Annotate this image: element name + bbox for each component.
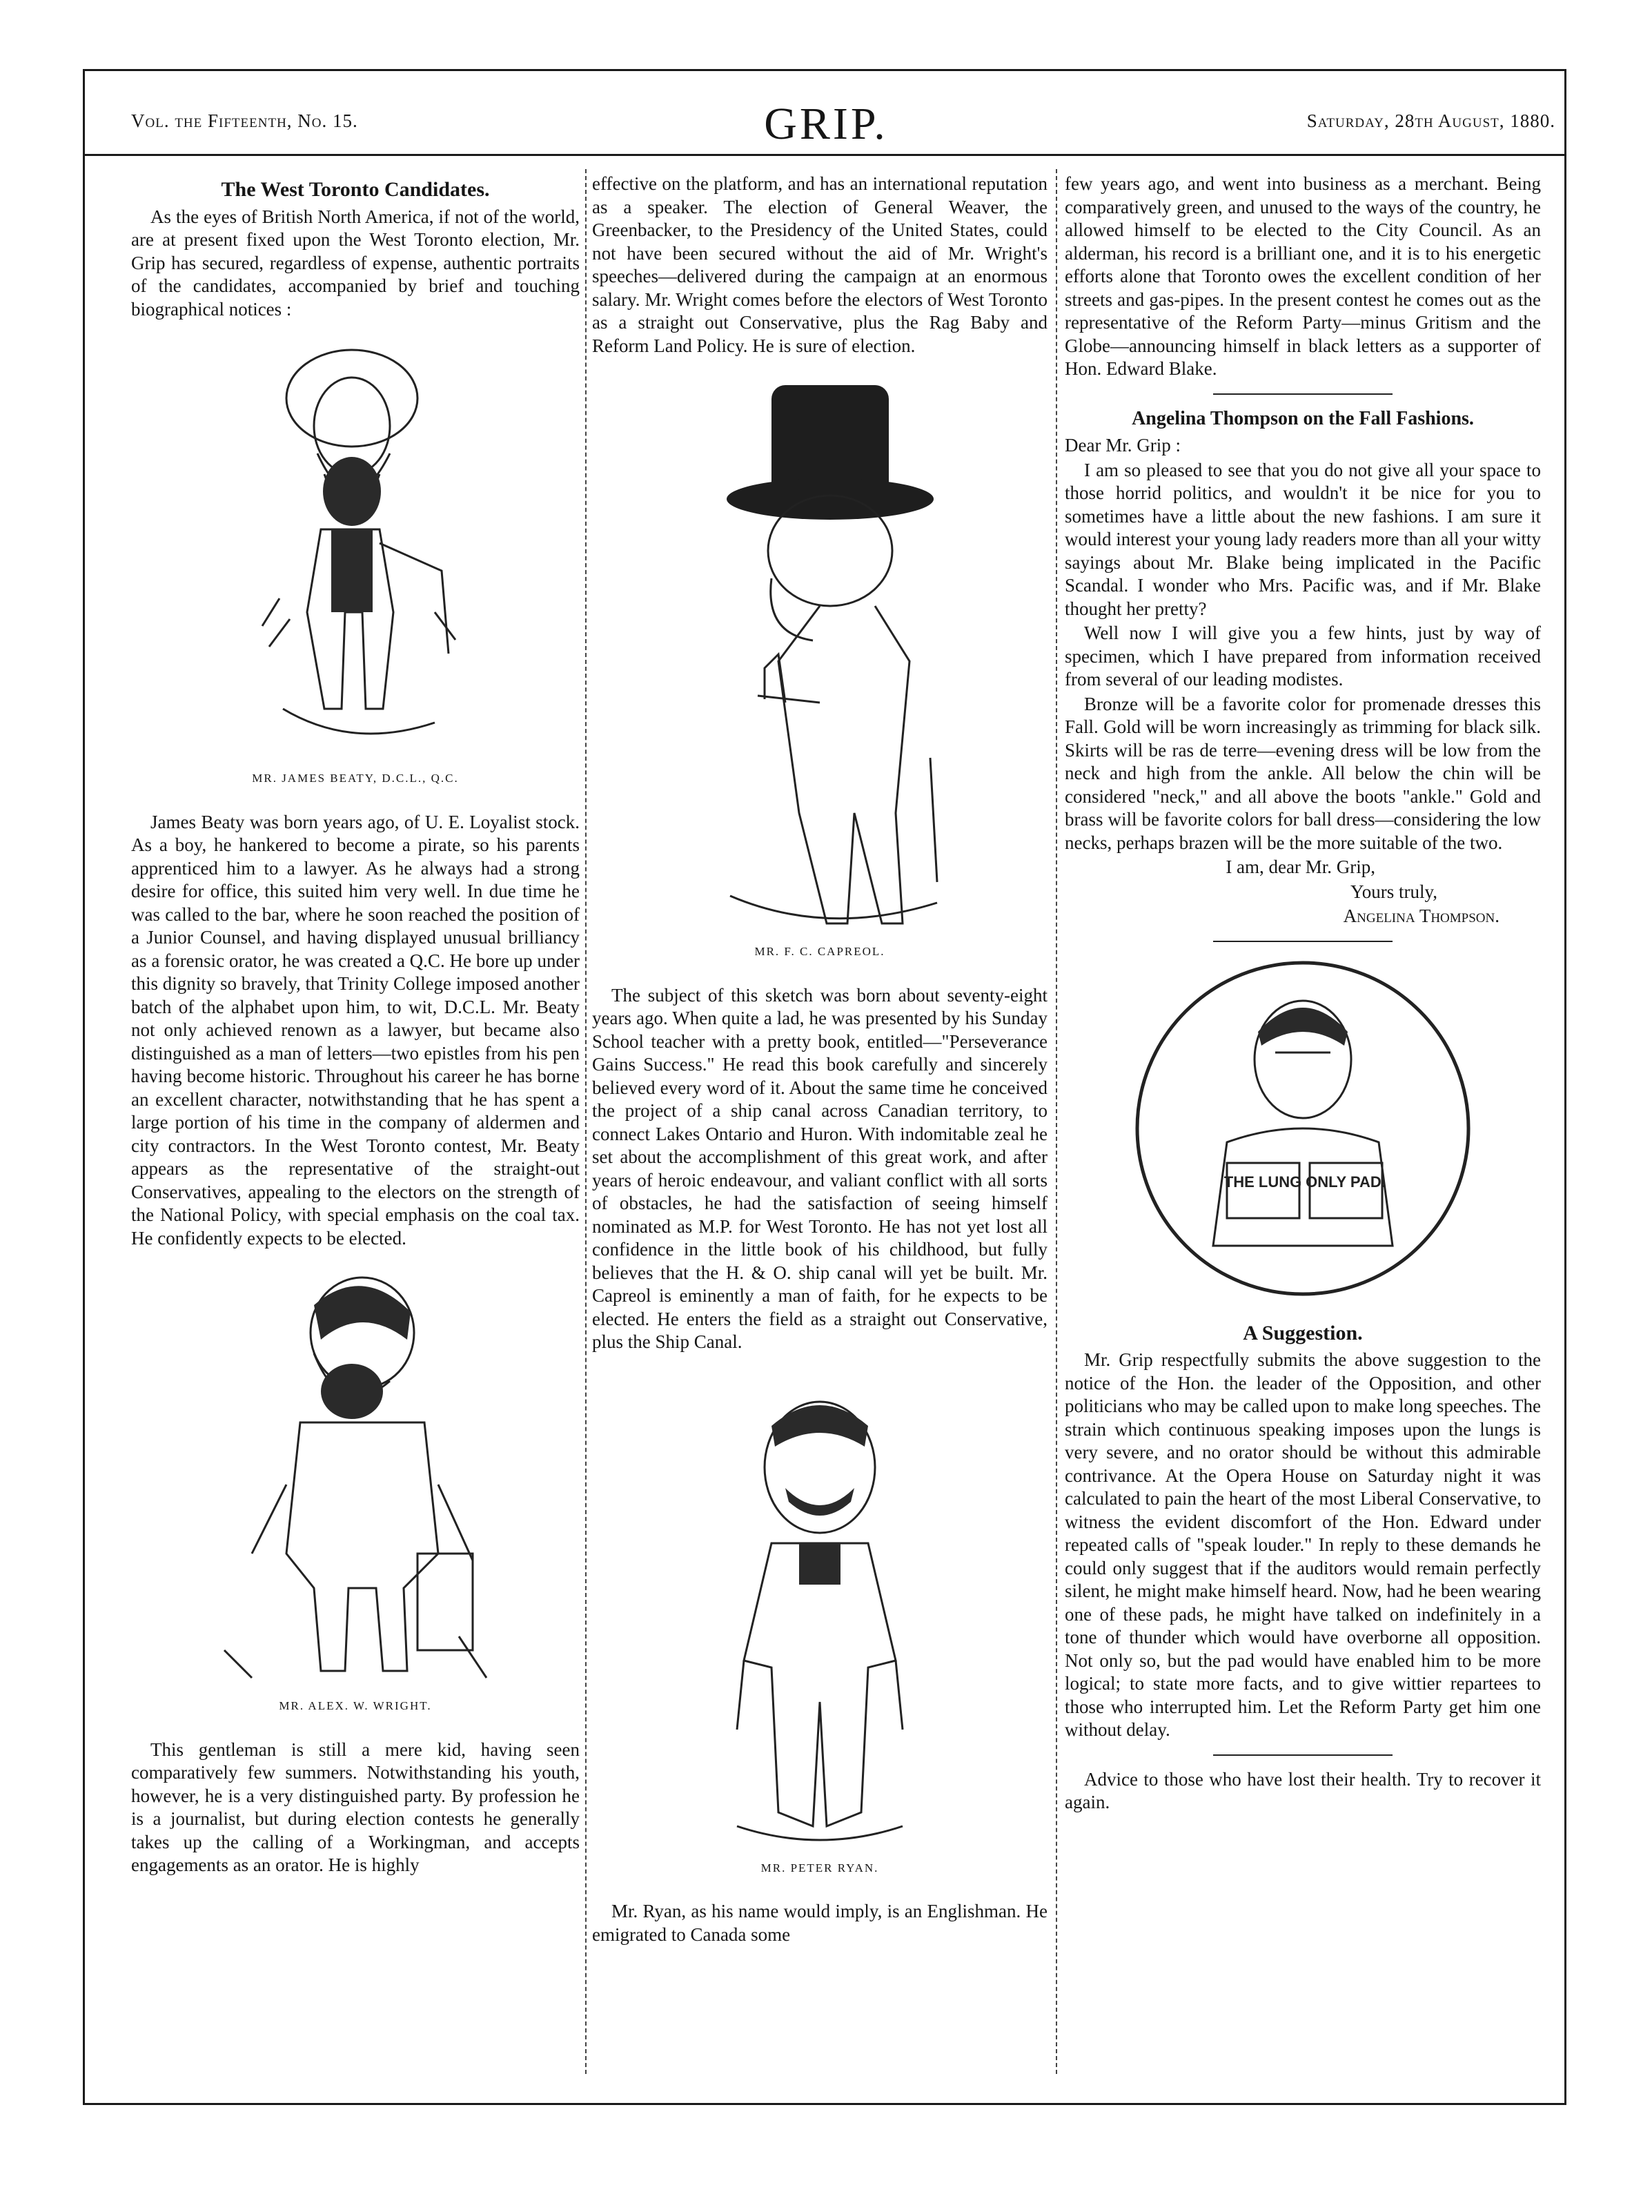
pad-label-right: ONLY PAD. [1306,1173,1386,1191]
portrait-peter-ryan [696,1371,944,1854]
letter-paragraph: Bronze will be a favorite color for promenade dresses this Fall. Gold will be worn increasingly as trimming for black silk. Skirts will be ras de terre—evening dress will be low from the neck and high from the ankle. All below the chin will be considered "neck," and all above the boots "ankle." Gold and brass will be favorite colors for ball dress—considering the low necks, perhaps brazen will be the more suitable of the two. [1065,693,1541,853]
column-three [1065,173,1541,2091]
capreol-biography: The subject of this sketch was born about seventy-eight years ago. When quite a lad, he was presented by his Sunday School teacher with a pretty book, entitled—"Perseverance Gains Success." He read this book carefully and sincerely believed every word of it. About the same time he conceived the project of a ship canal across Canadian territory, to connect Lakes Ontario and Huron. With indomitable zeal he set about the accomplishment of this great work, and after years of heroic endeavour, and valiant conflict with all sorts of obstacles, he had the satisfaction of seeing himself nominated as M.P. for West Toronto. He has not yet lost all confidence in the little book of his childhood, but fully believes that the H. & O. ship canal will yet be built. Mr. Capreol is eminently a man of faith, for he expects to be elected. He enters the field as a straight out Conservative, plus the Ship Canal. [592,984,1048,1352]
portrait-fc-capreol [675,371,965,937]
portrait-caption: MR. ALEX. W. WRIGHT. [279,1699,432,1712]
section-divider [1213,941,1393,942]
column-two [592,173,1048,2091]
column-one [131,173,580,2091]
issue-date: Saturday, 28th August, 1880. [1306,110,1555,131]
letter-salutation: Dear Mr. Grip : [1065,435,1181,456]
portrait-caption: MR. PETER RYAN. [760,1861,879,1875]
column-divider [1056,169,1057,2074]
letter-paragraph: Well now I will give you a few hints, just by way of specimen, which I have prepared from information received from several of our leading modistes. [1065,623,1541,689]
portrait-caption: MR. F. C. CAPREOL. [754,945,885,958]
letter-closing: Yours truly, [1350,881,1437,902]
ryan-biography: Mr. Ryan, as his name would imply, is an Englishman. He emigrated to Canada some [592,1901,1048,1945]
volume-number: Vol. the Fifteenth, No. 15. [131,110,358,131]
lung-pad-illustration [1110,956,1496,1301]
article-title: The West Toronto Candidates. [221,178,490,201]
masthead-title: GRIP. [764,99,888,149]
wright-biography-continued: effective on the platform, and has an international reputation as a speaker. The election of General Weaver, the Greenbacker, to the Presidency of the United States, could not have been secured without the aid of Mr. Wright's speeches—delivered during the campaign at an enormous salary. Mr. Wright comes before the electors of West Toronto as a straight out Conservative, plus the Rag Baby and Reform Land Policy. He is sure of election. [592,173,1048,356]
portrait-james-beaty [242,322,469,764]
header-rule [83,154,1566,156]
article-title: Angelina Thompson on the Fall Fashions. [1132,407,1474,429]
column-divider [585,169,587,2074]
section-divider [1213,393,1393,395]
letter-signature: Angelina Thompson. [1343,906,1499,926]
portrait-caption: MR. JAMES BEATY, D.C.L., Q.C. [252,772,459,785]
article-title: A Suggestion. [1243,1321,1363,1344]
advice-text: Advice to those who have lost their health. Try to recover it again. [1065,1768,1541,1812]
beaty-biography: James Beaty was born years ago, of U. E. Loyalist stock. As a boy, he hankered to become a pirate, so his parents apprenticed him to a lawyer. As he always had a strong desire for office, this suited him very well. In due time he was called to the bar, where he soon reached the position of a Junior Counsel, and having displayed unusual brilliancy as a forensic orator, he was created a Q.C. He bore up under this dignity so bravely, that Trinity College imposed another batch of the alphabet upon him, to wit, D.C.L. Mr. Beaty not only achieved renown as a lawyer, but became also distinguished as a man of letters—two epistles from his pen having become historic. Throughout his career he has borne an excellent character, notwithstanding that he has spent a large portion of his time in the company of aldermen and city contractors. In the West Toronto contest, Mr. Beaty appears as the representative of the straight-out Conservatives, appealing to the electors on the strength of the National Policy, with special emphasis on the coal tax. He confidently expects to be elected. [131,811,580,1249]
wright-biography: This gentleman is still a mere kid, having seen comparatively few summers. Notwithstanding his youth, however, he is a very distinguished party. By profession he is a journalist, but during election contests he generally takes up the calling of a Workingman, and accepts engagements as an orator. He is highly [131,1739,580,1875]
ryan-biography-continued: few years ago, and went into business as a merchant. Being comparatively green, and unused to the ways of the country, he allowed himself to be elected to the City Council. As an alderman, his record is a brilliant one, and it is to his energetic efforts alone that Toronto owes the excellent condition of her streets and gas-pipes. In the present contest he comes out as the representative of the Reform Party—minus Gritism and the Globe—announcing himself in black letters as a supporter of Hon. Edward Blake. [1065,173,1541,379]
suggestion-text: Mr. Grip respectfully submits the above suggestion to the notice of the Hon. the leader of the Opposition, and other politicians who may be called upon to make long speeches. The strain which continuous speaking imposes upon the lungs is very severe, and no orator should be without this admirable contrivance. At the Opera House on Saturday night it was calculated to pain the heart of the most Liberal Conservative, to witness the evident discomfort of the Hon. Edward under repeated calls of "speak louder." In reply to these demands he could only suggest that if the auditors would remain perfectly silent, he might make himself heard. Now, had he been wearing one of these pads, he might have talked on indefinitely in a tone of thunder which would have overborne all opposition. Not only so, but the pad would have enabled him to be more logical; to state more facts, and to give wittier repartees to those who interrupted him. Let the Reform Party get him one without delay. [1065,1349,1541,1740]
pad-label-left: THE LUNG [1223,1173,1302,1191]
article-intro: As the eyes of British North America, if not of the world, are at present fixed upon the West Toronto election, Mr. Grip has secured, regardless of expense, authentic portraits of the candidates, accompanied by brief and touching biographical notices : [131,206,580,320]
letter-paragraph: I am so pleased to see that you do not give all your space to those horrid politics, and wouldn't it be nice for you to sometimes have a little about the new fashions. I am sure it would interest your young lady readers more than all your witty sayings about Mr. Blake being implicated in the Pacific Scandal. I wonder who Mrs. Pacific was, and if Mr. Blake thought her pretty? [1065,459,1541,619]
section-divider [1213,1754,1393,1756]
portrait-alex-wright [210,1264,500,1692]
letter-closing: I am, dear Mr. Grip, [1226,857,1375,877]
